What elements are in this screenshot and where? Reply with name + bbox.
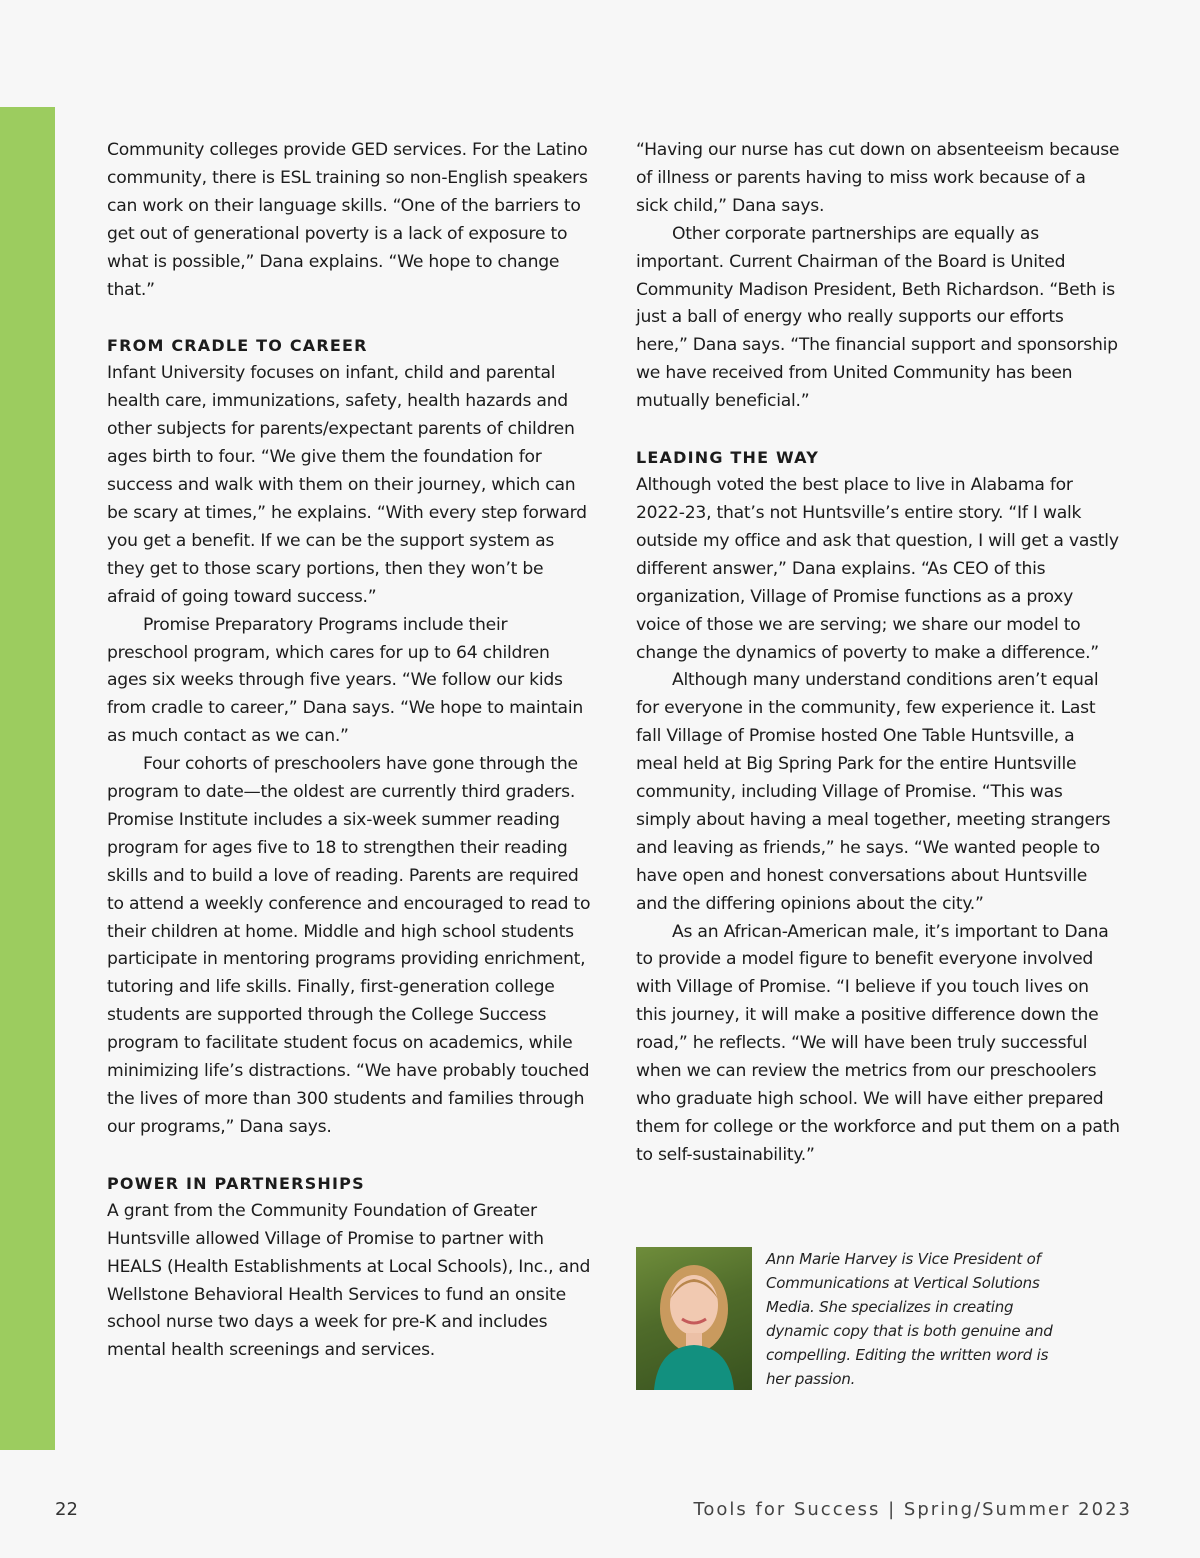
publication-title: Tools for Success | Spring/Summer 2023	[693, 1499, 1132, 1520]
intro-paragraph: Community colleges provide GED services. For the Latino community, there is ESL training so non-English speakers can work on their language skills. “One of the barriers to get out of generational poverty is a lack of exposure to what is possible,” Dana explains. “We hope to change that.”	[107, 140, 588, 300]
author-bio-box	[636, 1247, 1116, 1397]
paragraph: Although many understand conditions aren’t equal for everyone in the community, few experience it. Last fall Village of Promise hosted One Table Huntsville, a meal held at Big Spring Park for the entire Huntsville community, including Village of Promise. “This was simply about having a meal together, meeting strangers and leaving as friends,” he says. “We wanted people to have open and honest conversations about Huntsville and the differing opinions about the city.”	[636, 670, 1111, 914]
left-column	[107, 137, 591, 1365]
accent-bar	[0, 107, 55, 1450]
author-photo	[636, 1247, 752, 1390]
page-number: 22	[55, 1499, 78, 1520]
section-heading-cradle-to-career: FROM CRADLE TO CAREER	[107, 336, 368, 356]
paragraph: Other corporate partnerships are equally as important. Current Chairman of the Board is United Community Madison President, Beth Richardson. “Beth is just a ball of energy who really supports our efforts here,” Dana says. “The financial support and sponsorship we have received from United Community has been mutually beneficial.”	[636, 223, 1118, 412]
paragraph: A grant from the Community Foundation of Greater Huntsville allowed Village of Promise to partner with HEALS (Health Establishments at Local Schools), Inc., and Wellstone Behavioral Health Services to fund an onsite school nurse two days a week for pre-K and includes mental health screenings and services.	[107, 1200, 591, 1361]
paragraph: “Having our nurse has cut down on absenteeism because of illness or parents having to miss work because of a sick child,” Dana says.	[636, 140, 1120, 216]
right-column	[636, 137, 1120, 1170]
paragraph: Promise Preparatory Programs include their preschool program, which cares for up to 64 children ages six weeks through five years. “We follow our kids from cradle to career,” Dana says. “We hope to maintain as much contact as we can.”	[107, 614, 584, 747]
paragraph: Although voted the best place to live in Alabama for 2022-23, that’s not Huntsville’s entire story. “If I walk outside my office and ask that question, I will get a vastly different answer,” Dana explains. “As CEO of this organization, Village of Promise functions as a proxy voice of those we are serving; we share our model to change the dynamics of poverty to make a difference.”	[636, 475, 1119, 663]
paragraph: Infant University focuses on infant, child and parental health care, immunizations, safety, health hazards and other subjects for parents/expectant parents of children ages birth to four. “We give them the foundation for success and walk with them on their journey, which can be scary at times,” he explains. “With every step forward you get a benefit. If we can be the support system as they get to those scary portions, then they won’t be afraid of going toward success.”	[107, 363, 587, 607]
section-heading-power-in-partnerships: POWER IN PARTNERSHIPS	[107, 1173, 365, 1193]
paragraph: Four cohorts of preschoolers have gone through the program to date—the oldest are currently third graders. Promise Institute includes a six-week summer reading program for ages five to 18 to strengthen their reading skills and to build a love of reading. Parents are required to attend a weekly conference and encouraged to read to their children at home. Middle and high school students participate in mentoring programs providing enrichment, tutoring and life skills. Finally, first-generation college students are supported through the College Success program to facilitate student focus on academics, while minimizing life’s distractions. “We have probably touched the lives of more than 300 students and families through our programs,” Dana says.	[107, 754, 591, 1137]
author-bio-text: Ann Marie Harvey is Vice President of Communications at Vertical Solutions Media. She specializes in creating dynamic copy that is both genuine and compelling. Editing the written word is her passion.	[766, 1250, 1053, 1388]
section-heading-leading-the-way: LEADING THE WAY	[636, 448, 820, 468]
paragraph: As an African-American male, it’s important to Dana to provide a model figure to benefit everyone involved with Village of Promise. “I believe if you touch lives on this journey, it will make a positive difference down the road,” he reflects. “We will have been truly successful when we can review the metrics from our preschoolers who graduate high school. We will have either prepared them for college or the workforce and put them on a path to self-sustainability.”	[636, 921, 1120, 1165]
